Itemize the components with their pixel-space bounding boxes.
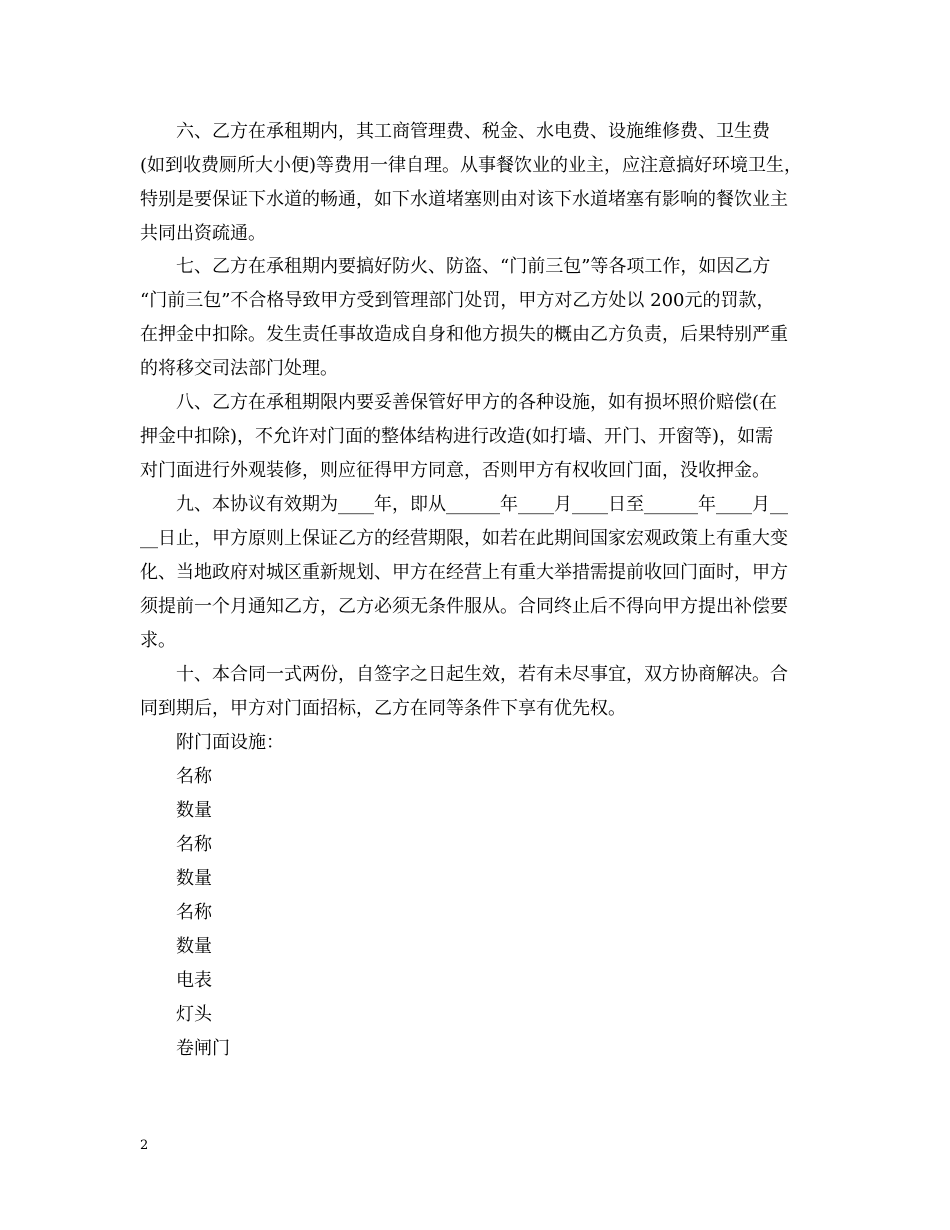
text-line: 六、乙方在承租期内，其工商管理费、税金、水电费、设施维修费、卫生费	[176, 121, 770, 142]
facility-item: 灯头	[176, 1004, 212, 1025]
text-line: 押金中扣除)，不允许对门面的整体结构进行改造(如打墙、开门、开窗等)，如需	[140, 426, 774, 447]
text-line: 在押金中扣除。发生责任事故造成自身和他方损失的概由乙方负责，后果特别严重	[140, 324, 788, 345]
facility-item: 数量	[176, 868, 212, 889]
facility-item: 卷闸门	[176, 1038, 230, 1059]
text-line: 九、本协议有效期为____年，即从______年____月____日至______年____月__	[176, 494, 788, 515]
text-line: 求。	[140, 630, 176, 651]
text-line: 同到期后，甲方对门面招标，乙方在同等条件下享有优先权。	[140, 698, 626, 719]
text-line: 十、本合同一式两份，自签字之日起生效，若有未尽事宜，双方协商解决。合	[176, 664, 788, 685]
facility-item: 数量	[176, 936, 212, 957]
attachment-heading: 附门面设施：	[176, 732, 284, 753]
text-line: 的将移交司法部门处理。	[140, 358, 338, 379]
facility-item: 数量	[176, 800, 212, 821]
facility-item: 名称	[176, 902, 212, 923]
text-line: 化、当地政府对城区重新规划、甲方在经营上有重大举措需提前收回门面时，甲方	[140, 562, 788, 583]
text-line: 须提前一个月通知乙方，乙方必须无条件服从。合同终止后不得向甲方提出补偿要	[140, 596, 788, 617]
text-line: “门前三包”不合格导致甲方受到管理部门处罚，甲方对乙方处以 200元的罚款，	[140, 290, 775, 311]
text-line: 对门面进行外观装修，则应征得甲方同意，否则甲方有权收回门面，没收押金。	[140, 460, 770, 481]
page-number: 2	[140, 1138, 149, 1153]
facility-item: 名称	[176, 834, 212, 855]
text-line: 七、乙方在承租期内要搞好防火、防盗、“门前三包”等各项工作，如因乙方	[176, 256, 771, 277]
text-line: 八、乙方在承租期限内要妥善保管好甲方的各种设施，如有损坏照价赔偿(在	[176, 392, 778, 413]
text-line: __日止，甲方原则上保证乙方的经营期限，如若在此期间国家宏观政策上有重大变	[140, 528, 788, 549]
text-line: 特别是要保证下水道的畅通，如下水道堵塞则由对该下水道堵塞有影响的餐饮业主	[140, 189, 788, 210]
text-line: 共同出资疏通。	[140, 223, 266, 244]
facility-item: 电表	[176, 970, 212, 991]
facility-item: 名称	[176, 766, 212, 787]
text-line: (如到收费厕所大小便)等费用一律自理。从事餐饮业的业主，应注意搞好环境卫生，	[140, 155, 803, 176]
